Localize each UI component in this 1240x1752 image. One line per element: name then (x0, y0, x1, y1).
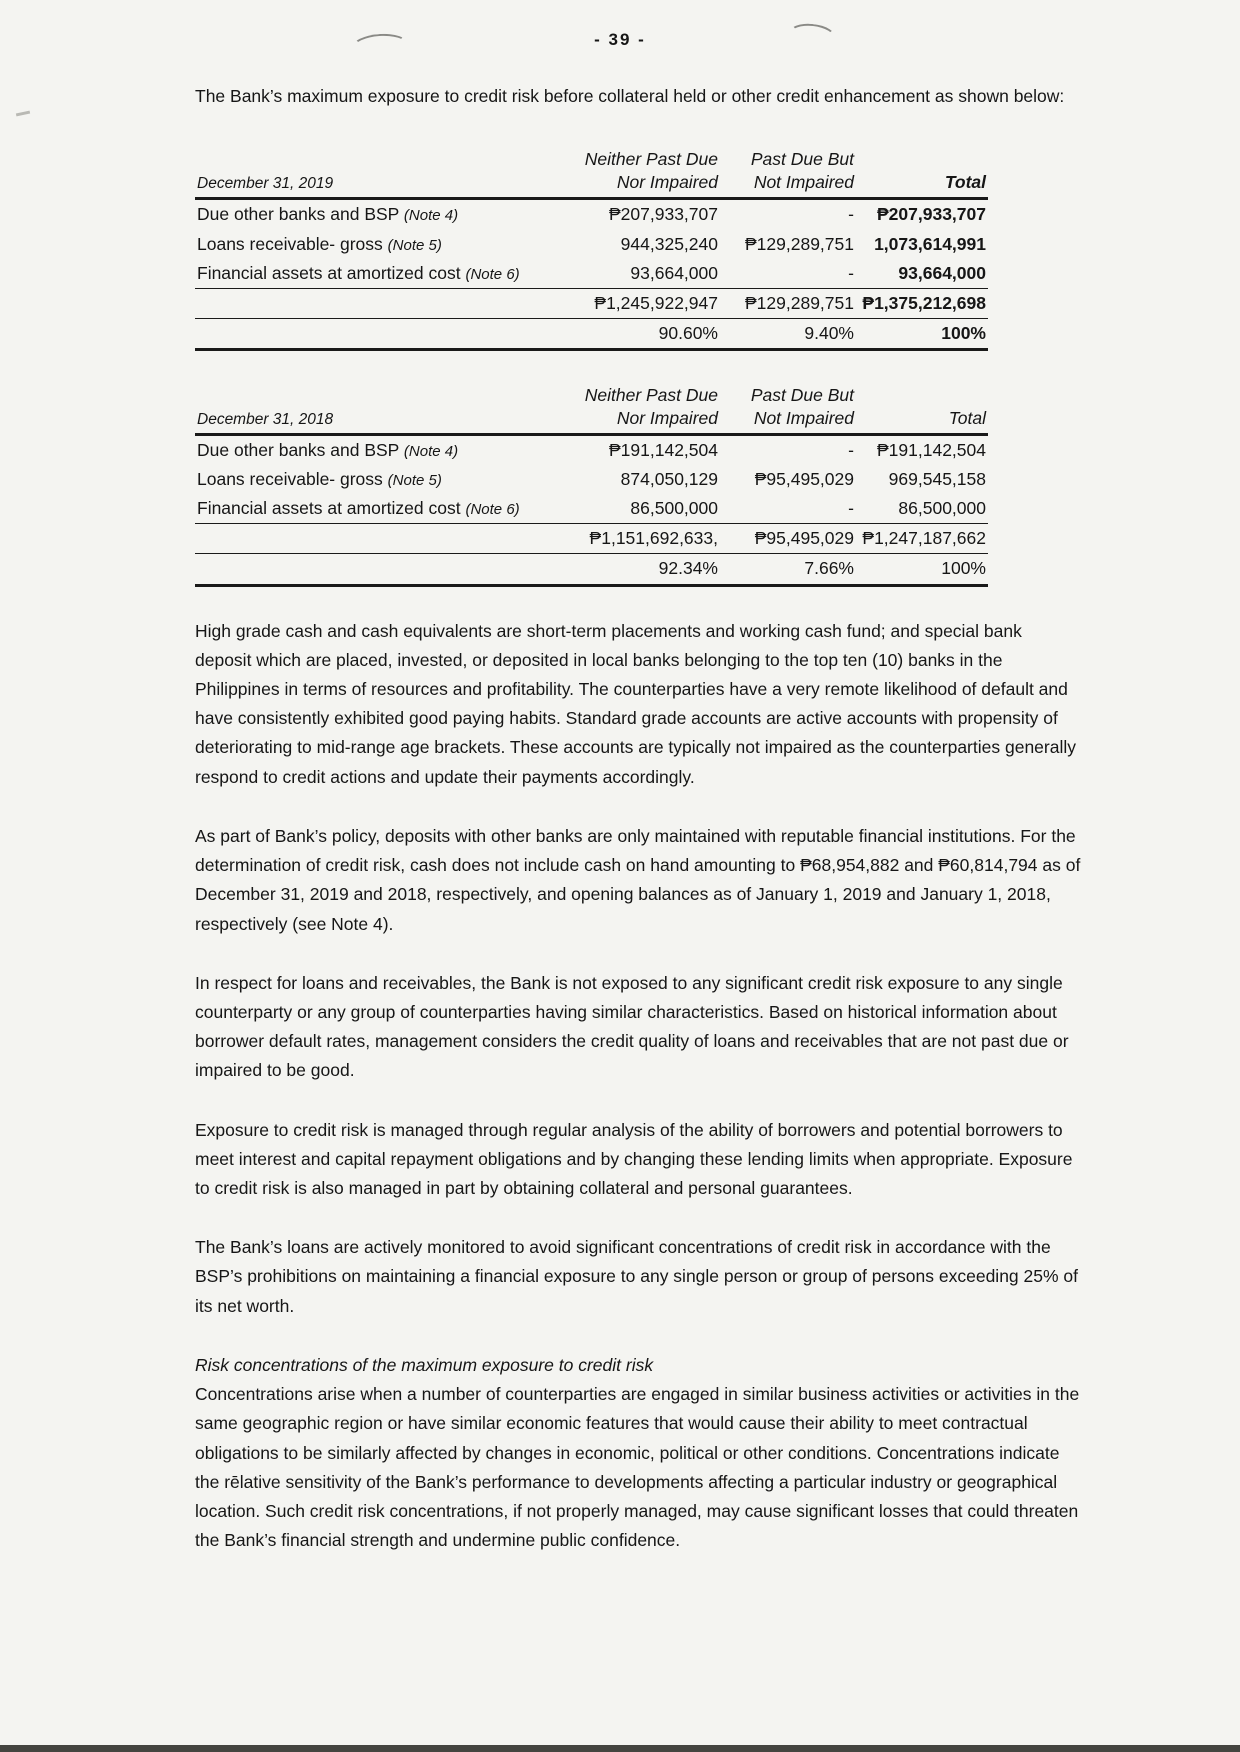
table-row (195, 435, 988, 466)
cell-value: ₱191,142,504 (877, 440, 986, 461)
table-row (195, 199, 988, 230)
percent-value: 9.40% (720, 318, 856, 349)
intro-paragraph: The Bank’s maximum exposure to credit risk before collateral held or other credit enhancement as shown below: (195, 86, 1065, 106)
cell-value: 969,545,158 (888, 469, 986, 490)
paragraph-high-grade: High grade cash and cash equivalents are short-term placements and working cash fund; and special bank deposit which are placed, invested, or deposited in local banks belonging to the top ten (10) banks in the Philippines in terms of resources and profitability. The counterparties have a very remote likelihood of default and have consistently exhibited good paying habits. Standard grade accounts are active accounts with propensity of deteriorating to mid-range age brackets. These accounts are typically not impaired as the counterparties generally respond to credit actions and update their payments accordingly. (195, 620, 1076, 787)
row-label: Loans receivable- gross (197, 469, 383, 490)
cell-value: 944,325,240 (620, 233, 718, 254)
table-row (195, 465, 988, 494)
total-value: ₱95,495,029 (720, 524, 856, 554)
column-header: Not Impaired (720, 171, 856, 199)
column-header: Not Impaired (720, 407, 856, 435)
table-header-row (195, 145, 988, 171)
cell-value: ₱95,495,029 (754, 469, 854, 490)
table-percent-row (195, 318, 988, 349)
row-note: (Note 6) (465, 501, 520, 519)
page-number: - 39 - (594, 30, 646, 49)
row-note: (Note 6) (465, 265, 520, 283)
column-header: Neither Past Due (584, 384, 718, 405)
page-content (195, 82, 1083, 1585)
column-header-total: Total (856, 171, 988, 199)
cell-value: ₱191,142,504 (609, 440, 718, 461)
column-header: Nor Impaired (525, 171, 720, 199)
cell-value: - (848, 262, 854, 283)
table-date-label: December 31, 2018 (195, 407, 525, 435)
cell-value: ₱129,289,751 (745, 233, 854, 254)
cell-value: 93,664,000 (630, 262, 718, 283)
column-header: Past Due But (750, 384, 854, 405)
cell-value: ₱207,933,707 (609, 204, 718, 225)
row-note: (Note 4) (403, 207, 459, 225)
row-label: Financial assets at amortized cost (197, 498, 461, 519)
percent-value: 90.60% (525, 318, 720, 349)
percent-value: 92.34% (525, 554, 720, 585)
table-total-row (195, 288, 988, 318)
table-percent-row (195, 554, 988, 585)
cell-value: 1,073,614,991 (874, 233, 986, 254)
row-note: (Note 5) (387, 236, 442, 254)
column-header: Neither Past Due (584, 149, 718, 170)
percent-value: 100% (856, 554, 988, 585)
row-note: (Note 5) (387, 472, 442, 490)
paragraph-loans-receivables: In respect for loans and receivables, the Bank is not exposed to any significant credit risk exposure to any single counterparty or any group of counterparties having similar characteristics. Based on historical information about borrower default rates, management considers the credit quality of loans and receivables that are not past due or impaired to be good. (195, 972, 1069, 1081)
total-value: ₱1,151,692,633, (525, 524, 720, 554)
table-row (195, 259, 988, 289)
cell-value: - (848, 204, 854, 225)
cell-value: 874,050,129 (620, 469, 718, 490)
column-header-total: Total (856, 407, 988, 435)
row-note: (Note 4) (403, 443, 459, 461)
table-header-row (195, 171, 988, 199)
row-label: Financial assets at amortized cost (197, 262, 461, 283)
paragraph-bank-policy: As part of Bank’s policy, deposits with other banks are only maintained with reputable financial institutions. For the determination of credit risk, cash does not include cash on hand amounting to ₱68,954,882 and ₱60,814,794 as of December 31, 2019 and 2018, respectively, and opening balances as of January 1, 2019 and January 1, 2018, respectively (see Note 4). (195, 825, 1081, 934)
table-row (195, 494, 988, 524)
cell-value: - (848, 498, 854, 519)
paragraph-loans-monitored: The Bank’s loans are actively monitored to avoid significant concentrations of credit risk in accordance with the BSP’s prohibitions on maintaining a financial exposure to any single person or group of persons exceeding 25% of its net worth. (195, 1237, 1079, 1316)
table-row (195, 230, 988, 259)
table-header-row (195, 407, 988, 435)
scan-bottom-edge (0, 1745, 1240, 1752)
cell-value: - (848, 440, 854, 461)
cell-value: 86,500,000 (630, 498, 718, 519)
column-header: Nor Impaired (525, 407, 720, 435)
row-label: Due other banks and BSP (197, 440, 400, 461)
percent-value: 100% (856, 318, 988, 349)
cell-value: 93,664,000 (898, 262, 986, 283)
cell-value: 86,500,000 (898, 498, 986, 519)
paragraph-exposure-managed: Exposure to credit risk is managed through regular analysis of the ability of borrowers and potential borrowers to meet interest and capital repayment obligations and by changing these lending limits when appropriate. Exposure to credit risk is also managed in part by obtaining collateral and personal guarantees. (195, 1119, 1073, 1199)
credit-exposure-table-2019 (195, 145, 988, 351)
credit-exposure-table-2018 (195, 381, 988, 587)
total-value: ₱129,289,751 (720, 288, 856, 318)
percent-value: 7.66% (720, 554, 856, 585)
paragraph-concentrations: Concentrations arise when a number of counterparties are engaged in similar business activities or activities in the same geographic region or have similar economic features that would cause their ability to meet contractual obligations to be similarly affected by changes in economic, political or other conditions. Concentrations indicate the rēlative sensitivity of the Bank’s performance to developments affecting a particular industry or geographical location. Such credit risk concentrations, if not properly managed, may cause significant losses that could threaten the Bank’s financial strength and undermine public confidence. (195, 1384, 1080, 1551)
row-label: Loans receivable- gross (197, 233, 383, 254)
row-label: Due other banks and BSP (197, 204, 400, 225)
total-value: ₱1,247,187,662 (856, 524, 988, 554)
total-value: ₱1,245,922,947 (525, 288, 720, 318)
table-date-label: December 31, 2019 (195, 171, 525, 199)
risk-concentrations-heading: Risk concentrations of the maximum exposure to credit risk (195, 1354, 654, 1375)
total-value: ₱1,375,212,698 (856, 288, 988, 318)
table-total-row (195, 524, 988, 554)
scan-artifact-mark (16, 111, 30, 117)
cell-value: ₱207,933,707 (877, 204, 986, 225)
column-header: Past Due But (750, 149, 854, 170)
table-header-row (195, 381, 988, 407)
